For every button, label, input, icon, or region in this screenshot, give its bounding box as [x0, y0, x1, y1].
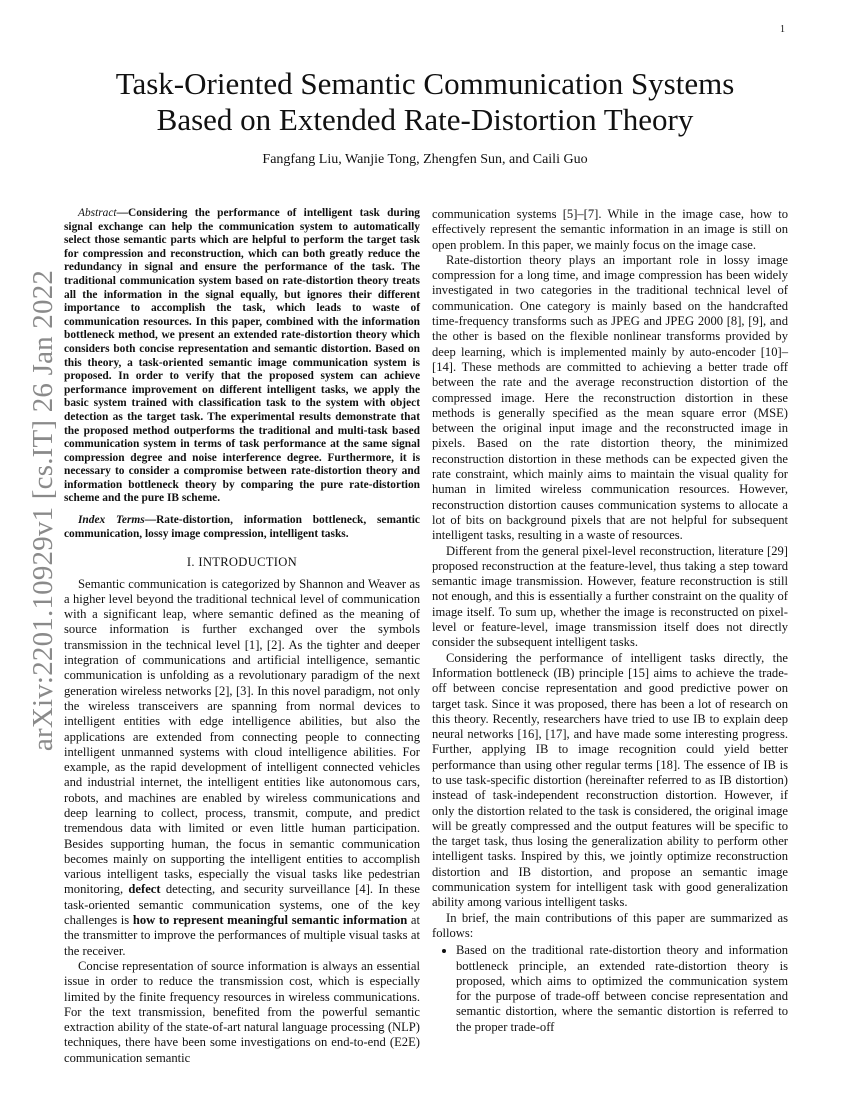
- section-numeral: I.: [186, 555, 195, 570]
- author-list: Fangfang Liu, Wanjie Tong, Zhengfen Sun, and Caili Guo: [262, 152, 588, 167]
- intro-paragraph-4: Rate-distortion theory plays an important role in lossy image compression for a long time, and image compression has been widely investigated in two categories in the traditional technical level of communication. One category is mainly based on the handcrafted time-frequency transforms such as JPEG and JPEG 2000 [8], [9], and the other is based on the flexible nonlinear transforms provided by deep learning, which is implemented mainly by auto-encoder [10]–[14]. These methods are committed to achieving a better trade off between the rate and the average reconstruction distortion of the compressed image. Here the reconstruction distortion in these methods is generally specified as the mean square error (MSE) between the original input image and the reconstructed image in pixels. Based on the rate distortion theory, the minimized reconstruction distortion in these methods can be expected given the rate constraint, which mainly aims to maintain the visual quality for human in limited wireless communication resources. However, reconstruction distortion causes communication systems to allocate a lot of bits on background pixels that are not helpful for subsequent intelligent tasks, resulting in a waste of resources.: [432, 252, 788, 543]
- intro-paragraph-1: [64, 577, 420, 959]
- index-terms-text: —Rate-distortion, information bottleneck, semantic communication, lossy image compression, intelligent tasks.: [64, 514, 420, 540]
- right-column: [432, 207, 788, 1035]
- section-heading-introduction: [64, 555, 420, 570]
- contribution-item: • Based on the traditional rate-distortion theory and information bottleneck principle, an extended rate-distortion theory is proposed, which aims to optimized the communication system for the purpose of trade-off between concise representation and semantic distortion, where the semantic distortion is referred to the proper trade-off: [456, 943, 788, 1035]
- intro-p1-part-b: detecting, and security surveillance [4]. In these task-oriented semantic communication systems, one of the key challenges is: [64, 882, 420, 928]
- title-line-1: Task-Oriented Semantic Communication Systems: [115, 66, 735, 101]
- intro-paragraph-2: Concise representation of source information is always an essential issue in order to reduce the transmission cost, which is especially limited by the finite frequency resources in wireless communications. For the text transmission, benefited from the powerful semantic extraction ability of the state-of-art natural language processing (NLP) techniques, there have been some investigations on end-to-end (E2E) communication semantic: [64, 958, 420, 1065]
- section-title-initial: I: [198, 555, 203, 570]
- arxiv-identifier: arXiv:2201.10929v1 [cs.IT] 26 Jan 2022: [27, 269, 60, 751]
- index-terms-label: Index Terms: [78, 514, 145, 527]
- intro-paragraph-3: communication systems [5]–[7]. While in the image case, how to effectively represent the semantic information in an image is still on open problem. In this paper, we mainly focus on the image case.: [432, 207, 788, 252]
- contributions-list: [432, 943, 788, 1035]
- page-number: 1: [780, 24, 785, 35]
- intro-paragraph-6: Considering the performance of intelligent tasks directly, the Information bottleneck (IB) principle [15] aims to achieve the trade-off between concise representation and good predictive power on target task. Since it was proposed, there has been a lot of research on this theory. Recently, researchers have tried to use IB to explain deep neural networks [16], [17], and have made some interesting progress. Further, applying IB to image recognition could yield better performance than using other regular terms [18]. The essence of IB is to use task-specific distortion (hereinafter referred to as IB distortion) instead of task-independent reconstruction distortion. However, if only the distortion related to the task is considered, the original image will be greatly compressed and the output features will be specific to the target task, thus losing the generalization ability to perform other intelligent tasks. Inspired by this, we jointly optimize reconstruction distortion and IB distortion, and propose an semantic image communication system for intelligent task with good generalization ability among various intelligent tasks.: [432, 650, 788, 910]
- abstract-label: Abstract: [78, 207, 117, 219]
- abstract: [64, 207, 420, 506]
- title-line-2: Based on Extended Rate-Distortion Theory: [156, 102, 694, 137]
- left-column: [64, 207, 420, 1066]
- paper-title: [70, 66, 780, 138]
- index-terms: [64, 514, 420, 541]
- intro-p1-bold-key-challenge: how to represent meaningful semantic information: [132, 913, 408, 928]
- intro-p1-part-a: Semantic communication is categorized by Shannon and Weaver as a higher level beyond the traditional technical level of communication with a significant leap, where semantic defined as the meaning of source information is further exchanged over the symbols transmission in the technical level [1], [2]. As the tighter and deeper integration of communications and artificial intelligence, semantic communication is unfolding as a revolutionary paradigm of the next generation wireless networks [2], [3]. In this novel paradigm, not only the wireless transceivers are spanning from normal devices to intelligent entities with edge intelligence abilities, but also the applications are extended from connecting people to connecting intelligent unmanned systems with cloud intelligence abilities. For example, as the rapid development of intelligent connected vehicles and industrial internet, the intelligent entities like autonomous cars, robots, and machines are enabled by wireless communications and deep learning to collect, process, transmit, compute, and predict tremendous data with limited or even little human participation. Besides supporting human, the focus in semantic communication becomes mainly on supporting the intelligent entities to accomplish various intelligent tasks, especially the visual tasks like pedestrian monitoring,: [64, 576, 420, 897]
- abstract-text: —Considering the performance of intelligent task during signal exchange can help the communication system to automatically select those semantic parts which are helpful to perform the target task for compression and reconstruction, which can both greatly reduce the redundancy in signal and ensure the performance of the task. The traditional communication system based on rate-distortion theory treats all the information in the signal equally, but ignores their different importance to accomplish the task, which leads to waste of communication resources. In this paper, combined with the information bottleneck method, we present an extended rate-distortion theory which considers both concise representation and semantic distortion. Based on this theory, a task-oriented semantic image communication system is proposed. In order to verify that the proposed system can achieve performance improvement on different intelligent tasks, we apply the basic system trained with classification task to the system with object detection as the target task. The experimental results demonstrate that the proposed method outperforms the traditional and multi-task based communication system in terms of task performance at the same signal compression degree and noise interference degree. Furthermore, it is necessary to consider a compromise between rate-distortion theory and information bottleneck theory by comparing the pure rate-distortion scheme and the pure IB scheme.: [64, 207, 420, 505]
- intro-paragraph-7: In brief, the main contributions of this paper are summarized as follows:: [432, 910, 788, 940]
- intro-p1-part-c: at the transmitter to improve the performances of multiple visual tasks at the receiver.: [64, 913, 420, 958]
- intro-p1-bold-defect: defect: [128, 882, 161, 897]
- section-title-rest: NTRODUCTION: [202, 555, 298, 570]
- intro-paragraph-5: Different from the general pixel-level reconstruction, literature [29] proposed reconstruction at the feature-level, thus taking a step toward semantic image transmission. However, feature reconstruction is still not enough, and this is essentially a further constraint on the quality of image itself. To sum up, whether the image is reconstructed on pixel-level or feature-level, image transmission itself does not directly consider the subsequent intelligent tasks.: [432, 543, 788, 650]
